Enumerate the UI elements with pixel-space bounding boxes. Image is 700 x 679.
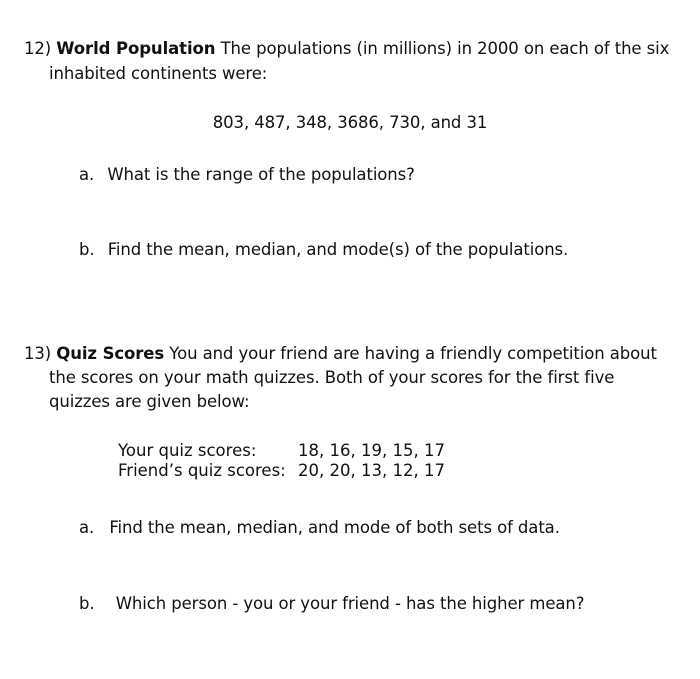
problem-12-part-b-question: Find the mean, median, and mode(s) of the populations.	[107, 240, 569, 259]
your-scores-label: Your quiz scores:	[118, 441, 257, 460]
problem-12-line-2: inhabited continents were:	[49, 64, 268, 83]
problem-13-line-1	[24, 344, 657, 364]
problem-12-data-values: 803, 487, 348, 3686, 730, and 31	[212, 113, 488, 132]
problem-12-number: 12)	[24, 39, 52, 58]
problem-13-text: You and your friend are having a friendly competition about	[169, 344, 657, 363]
problem-12-part-a-marker: a.	[79, 165, 95, 184]
problem-12-line-1	[24, 39, 669, 59]
problem-12-part-a-question: What is the range of the populations?	[107, 165, 415, 184]
problem-12-part-b	[79, 240, 568, 260]
problem-13-line-2: the scores on your math quizzes. Both of your scores for the first five	[49, 368, 615, 387]
problem-12-part-a	[79, 165, 415, 185]
problem-13-part-b	[79, 594, 584, 614]
friend-scores-label: Friend’s quiz scores:	[118, 461, 286, 480]
problem-12-part-b-marker: b.	[79, 240, 95, 259]
friend-scores-row	[118, 461, 445, 481]
problem-13-title: Quiz Scores	[56, 344, 165, 363]
your-scores-values: 18, 16, 19, 15, 17	[298, 441, 445, 460]
friend-scores-values: 20, 20, 13, 12, 17	[298, 461, 445, 480]
problem-13-part-b-question: Which person - you or your friend - has the higher mean?	[115, 594, 585, 613]
problem-13-part-a	[79, 518, 560, 538]
problem-13-line-3: quizzes are given below:	[49, 392, 250, 411]
problem-13-number: 13)	[24, 344, 52, 363]
problem-13-part-b-marker: b.	[79, 594, 95, 613]
problem-13-part-a-question: Find the mean, median, and mode of both sets of data.	[109, 518, 560, 537]
problem-13-part-a-marker: a.	[79, 518, 95, 537]
your-scores-row	[118, 441, 445, 461]
quiz-scores-table	[118, 441, 445, 481]
problem-12-text: The populations (in millions) in 2000 on each of the six	[220, 39, 670, 58]
problem-12-title: World Population	[56, 39, 216, 58]
